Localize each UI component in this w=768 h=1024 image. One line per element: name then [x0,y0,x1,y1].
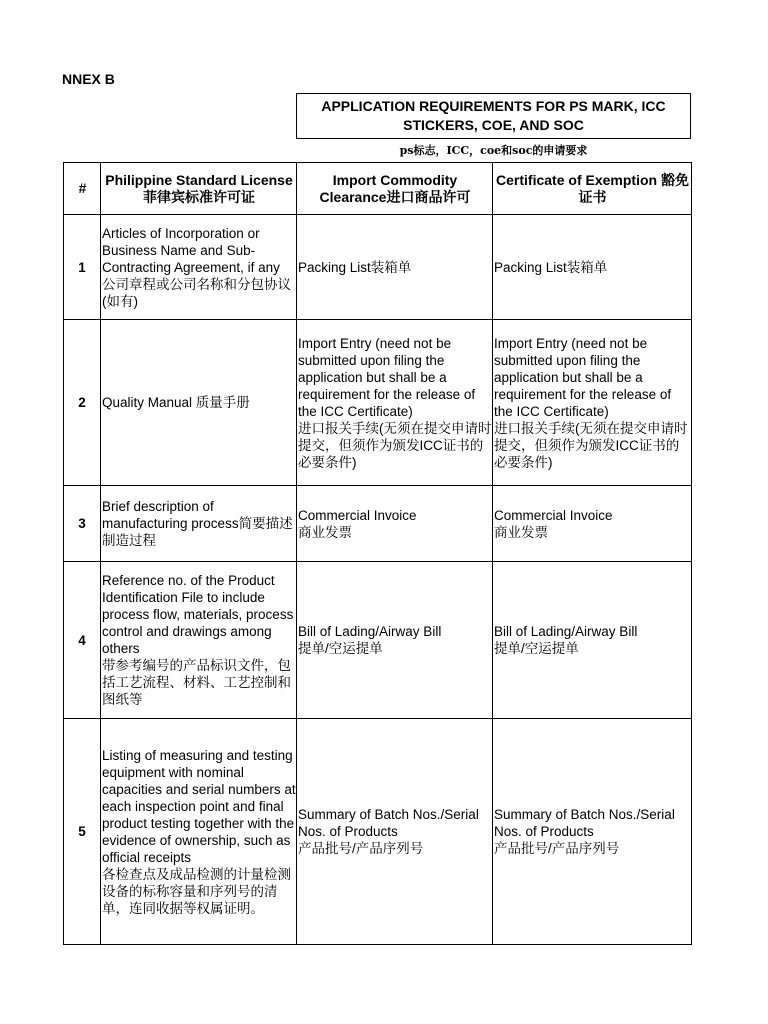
row-number: 5 [64,719,101,945]
icc-requirement: Summary of Batch Nos./Serial Nos. of Products 产品批号/产品序列号 [297,719,493,945]
header-coe: Certificate of Exemption 豁免证书 [493,163,692,215]
table-row [64,486,692,562]
header-ps-license: Philippine Standard License菲律宾标准许可证 [101,163,297,215]
document-subtitle: ps标志，ICC，coe和soc的申请要求 [399,144,588,157]
ps-requirement: Quality Manual 质量手册 [101,320,297,486]
row-number: 4 [64,562,101,719]
ps-requirement: Reference no. of the Product Identification File to include process flow, materials, process control and drawings among others 带参考编号的产品标识文件，包括工艺流程、材料、工艺控制和图纸等 [101,562,297,719]
row-number: 3 [64,486,101,562]
table-row [64,719,692,945]
table-row [64,562,692,719]
icc-requirement: Bill of Lading/Airway Bill 提单/空运提单 [297,562,493,719]
ps-requirement: Listing of measuring and testing equipment with nominal capacities and serial numbers at each inspection point and final product testing together with the evidence of ownership, such as official receipts 各检查点及成品检测的计量检测设备的标称容量和序列号的清单，连同收据等权属证明。 [101,719,297,945]
icc-requirement: Packing List装箱单 [297,215,493,320]
document-title: APPLICATION REQUIREMENTS FOR PS MARK, ICC STICKERS, COE, AND SOC [296,93,691,139]
table-row [64,320,692,486]
coe-requirement: Summary of Batch Nos./Serial Nos. of Products 产品批号/产品序列号 [493,719,692,945]
icc-requirement: Import Entry (need not be submitted upon filing the application but shall be a requirement for the release of the ICC Certificate) 进口报关手续(无须在提交申请时提交，但须作为颁发ICC证书的必要条件) [297,320,493,486]
coe-requirement: Bill of Lading/Airway Bill 提单/空运提单 [493,562,692,719]
coe-requirement: Import Entry (need not be submitted upon filing the application but shall be a requirement for the release of the ICC Certificate) 进口报关手续(无须在提交申请时提交，但须作为颁发ICC证书的必要条件) [493,320,692,486]
row-number: 2 [64,320,101,486]
requirements-table [63,162,692,945]
header-number: # [64,163,101,215]
ps-requirement: Brief description of manufacturing process简要描述制造过程 [101,486,297,562]
ps-requirement: Articles of Incorporation or Business Name and Sub-Contracting Agreement, if any 公司章程或公司名称和分包协议(如有) [101,215,297,320]
table-row [64,215,692,320]
icc-requirement: Commercial Invoice 商业发票 [297,486,493,562]
table-header-row [64,163,692,215]
coe-requirement: Commercial Invoice 商业发票 [493,486,692,562]
header-icc: Import Commodity Clearance进口商品许可 [297,163,493,215]
annex-label: NNEX B [62,71,115,87]
row-number: 1 [64,215,101,320]
coe-requirement: Packing List装箱单 [493,215,692,320]
